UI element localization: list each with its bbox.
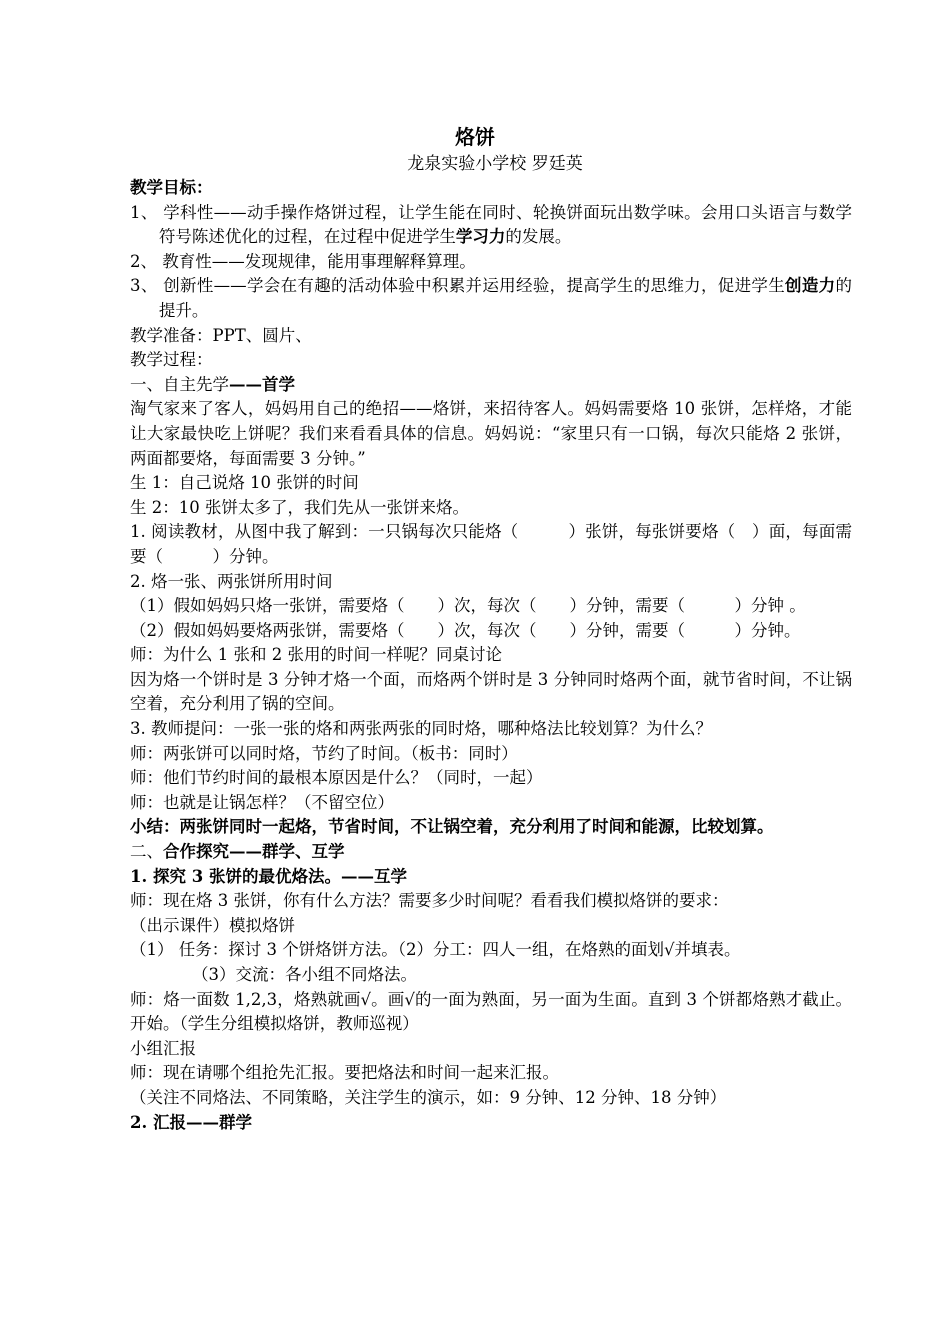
section-2-emphasis: 合作探究——群学、互学 — [163, 842, 345, 862]
student-2-line: 生 2：10 张饼太多了，我们先从一张饼来烙。 — [130, 497, 469, 517]
group-report-line: 小组汇报 — [130, 1038, 196, 1058]
teacher-line-7: 师：现在请哪个组抢先汇报。要把烙法和时间一起来汇报。 — [130, 1063, 559, 1083]
document-title: 烙饼 — [455, 125, 495, 149]
section-1-heading — [130, 373, 852, 398]
section-1-emphasis: ——首学 — [229, 374, 295, 394]
goal1-emphasis: 学习力 — [455, 227, 506, 247]
exchange-line: （3）交流：各小组不同烙法。 — [192, 965, 417, 984]
subsection-2-heading: 2. 汇报——群学 — [130, 1112, 252, 1132]
document-body — [130, 176, 852, 1135]
section-1-label: 一、自主先学 — [130, 374, 229, 394]
goal-item-3 — [130, 274, 852, 323]
process-heading: 教学过程： — [130, 350, 213, 370]
teacher-line-6: 师：烙一面数 1,2,3，烙熟就画√。画√的一面为熟面，另一面为生面。直到 3 个饼都烙熟才截止。开始。（学生分组模拟烙饼，教师巡视） — [130, 989, 852, 1034]
reason-paragraph: 因为烙一个饼时是 3 分钟才烙一个面，而烙两个饼时是 3 分钟同时烙两个面，就节省时间，不让锅空着，充分利用了锅的空间。 — [130, 669, 852, 714]
task-line: （1） 任务：探讨 3 个饼烙饼方法。（2）分工：四人一组，在烙熟的面划√并填表。 — [130, 940, 741, 960]
goal1-tail: 的发展。 — [505, 227, 572, 247]
teacher-line-2: 师：两张饼可以同时烙，节约了时间。（板书：同时） — [130, 743, 518, 763]
question-2: 2. 烙一张、两张饼所用时间 — [130, 571, 333, 591]
teacher-line-4: 师：也就是让锅怎样？（不留空位） — [130, 792, 394, 812]
question-3: 3. 教师提问：一张一张的烙和两张两张的同时烙，哪种烙法比较划算？为什么？ — [130, 719, 712, 739]
goal3-emphasis: 创造力 — [785, 276, 836, 296]
goals-heading: 教学目标： — [130, 178, 213, 197]
goal3-text: 3、 创新性——学会在有趣的活动体验中积累并运用经验，提高学生的思维力，促进学生 — [130, 276, 786, 296]
goal-item-2: 2、 教育性——发现规律，能用事理解释算理。 — [130, 251, 476, 271]
author-line: 龙泉实验小学校 罗廷英 — [407, 154, 583, 174]
section-2-label: 二、 — [130, 842, 163, 862]
question-2-2: （2）假如妈妈要烙两张饼，需要烙（ ）次，每次（ ）分钟，需要（ ）分钟。 — [130, 620, 801, 640]
teacher-line-3: 师：他们节约时间的最根本原因是什么？（同时，一起） — [130, 768, 543, 788]
student-1-line: 生 1：自己说烙 10 张饼的时间 — [130, 473, 359, 493]
note-line: （关注不同烙法、不同策略，关注学生的演示，如：9 分钟、12 分钟、18 分钟） — [130, 1087, 727, 1107]
goal1-text: 1、 学科性——动手操作烙饼过程，让学生能在同时、轮换饼面玩出数学味。会用口头语言与数学符号陈述优化的过程，在过程中促进学生 — [130, 202, 852, 247]
story-paragraph: 淘气家来了客人，妈妈用自己的绝招——烙饼，来招待客人。妈妈需要烙 10 张饼，怎样烙，才能让大家最快吃上饼呢？我们来看看具体的信息。妈妈说：“家里只有一口锅，每次只能烙 2 张饼，两面都要烙，每面需要 3 分钟。” — [130, 399, 852, 468]
teacher-line-5: 师：现在烙 3 张饼，你有什么方法？需要多少时间呢？看看我们模拟烙饼的要求： — [130, 891, 729, 911]
show-courseware-line: （出示课件）模拟烙饼 — [130, 915, 295, 935]
goal-item-1 — [130, 201, 852, 250]
subsection-1-heading: 1. 探究 3 张饼的最优烙法。——互学 — [130, 866, 407, 886]
teacher-line-1: 师：为什么 1 张和 2 张用的时间一样呢？同桌讨论 — [130, 645, 502, 665]
section-2-heading — [130, 840, 852, 865]
question-2-1: （1）假如妈妈只烙一张饼，需要烙（ ）次，每次（ ）分钟，需要（ ）分钟 。 — [130, 596, 806, 616]
goal3-tail: 的提升。 — [158, 276, 852, 320]
preparation-line: 教学准备：PPT、圆片、 — [130, 325, 312, 345]
question-1: 1. 阅读教材，从图中我了解到：一只锅每次只能烙（ ）张饼，每张饼要烙（ ）面，每面需要（ ）分钟。 — [130, 522, 852, 566]
summary-paragraph: 小结：两张饼同时一起烙，节省时间，不让锅空着，充分利用了时间和能源，比较划算。 — [130, 817, 774, 837]
